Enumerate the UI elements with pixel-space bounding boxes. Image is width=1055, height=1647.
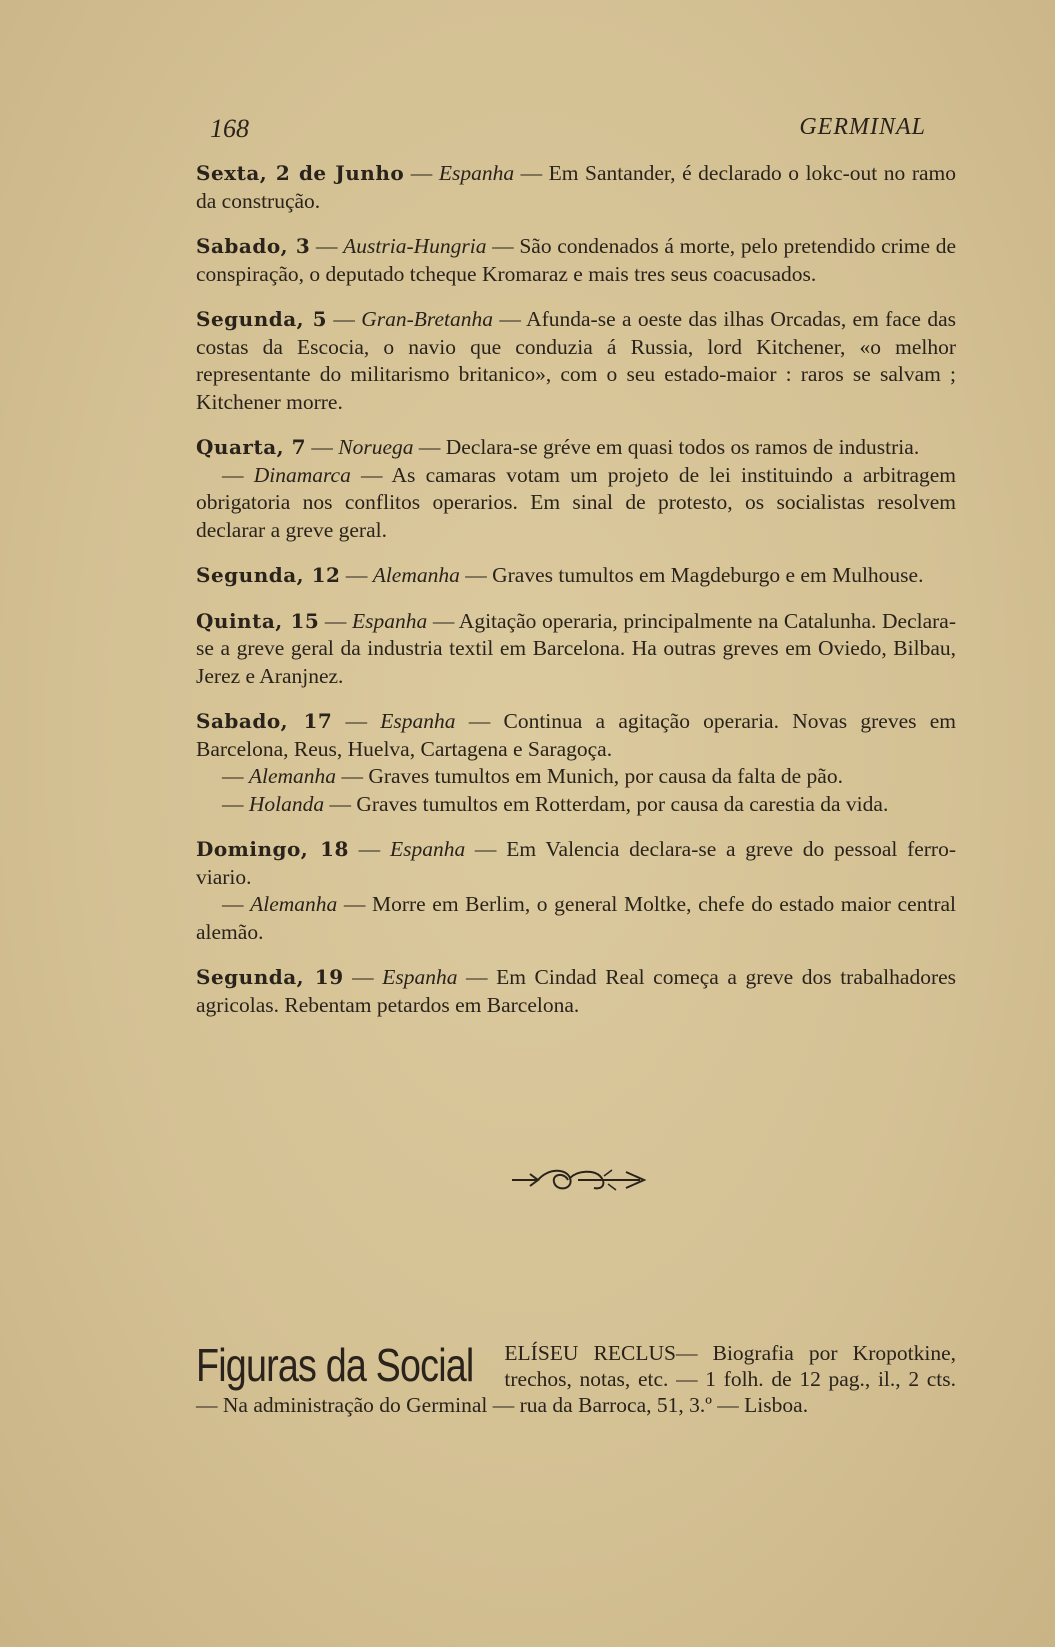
chronicle-entry	[196, 562, 956, 590]
entry-paragraph: Quarta, 7 — Noruega — Declara-se gréve em quasi todos os ramos de industria.	[196, 435, 920, 459]
entry-country: Noruega	[338, 435, 414, 459]
entry-text: Graves tumultos em Magdeburgo e em Mulhouse.	[492, 563, 924, 587]
entry-date: Domingo, 18	[196, 837, 349, 861]
entry-text: Em Santander, é declarado o lokc-out no ramo da construção.	[196, 161, 956, 213]
entry-paragraph: — Dinamarca — As camaras votam um projeto de lei instituindo a arbitragem obrigatoria nos conflitos operarios. Em sinal de protesto, os socialistas resolvem declarar a greve geral.	[196, 462, 956, 542]
entry-country: Dinamarca	[253, 462, 351, 487]
entry-text: Em Cindad Real começa a greve dos trabalhadores agricolas. Rebentam petardos em Barcelona.	[196, 965, 957, 1017]
entry-paragraph: — Holanda — Graves tumultos em Rotterdam, por causa da carestia da vida.	[222, 791, 889, 816]
publication-advertisement	[196, 1340, 956, 1418]
entry-paragraph: Domingo, 18 — Espanha — Em Valencia declara-se a greve do pessoal ferro-viario.	[196, 837, 957, 889]
entry-country: Alemanha	[372, 563, 460, 587]
entry-date: Segunda, 12	[196, 563, 341, 587]
entry-text: Continua a agitação operaria. Novas greves em Barcelona, Reus, Huelva, Cartagena e Saragoça.	[196, 709, 956, 761]
entry-country: Gran-Bretanha	[361, 307, 494, 331]
chronicle-entry	[196, 836, 956, 946]
entry-text: Graves tumultos em Rotterdam, por causa da carestia da vida.	[356, 791, 889, 816]
entry-date: Sexta, 2 de Junho	[196, 161, 405, 185]
entry-country: Austria-Hungria	[343, 234, 487, 258]
entry-text: Em Valencia declara-se a greve do pessoal ferro-viario.	[196, 837, 957, 889]
entry-date: Segunda, 5	[196, 307, 328, 331]
ad-text: ELÍSEU RECLUS— Biografia por Kropotkine, trechos, notas, etc. — 1 folh. de 12 pag., il., 2 cts. — Na administração do Germinal — rua da Barroca, 51, 3.º — Lisboa.	[196, 1341, 956, 1417]
entry-text: As camaras votam um projeto de lei instituindo a arbitragem obrigatoria nos conflitos operarios. Em sinal de protesto, os socialistas resolvem declarar a greve geral.	[196, 462, 956, 542]
entry-text: Agitação operaria, principalmente na Catalunha. Declara-se a greve geral da industria textil em Barcelona. Ha outras greves em Oviedo, Bilbau, Jerez e Aranjnez.	[196, 608, 956, 688]
entry-country: Espanha	[352, 608, 428, 633]
entry-paragraph: Sexta, 2 de Junho — Espanha — Em Santander, é declarado o lokc-out no ramo da construção.	[196, 161, 956, 213]
chronicle-entry	[196, 306, 956, 416]
entry-country: Alemanha	[248, 764, 337, 788]
entry-country: Espanha	[380, 709, 456, 733]
entry-date: Sabado, 17	[196, 709, 333, 733]
chronicle-entry	[196, 608, 956, 691]
page-number: 168	[210, 114, 249, 143]
chronicle-entry	[196, 964, 956, 1019]
entry-country: Espanha	[382, 965, 458, 989]
chronicle-entry	[196, 233, 956, 288]
entry-paragraph: Sabado, 3 — Austria-Hungria — São condenados á morte, pelo pretendido crime de conspiração, o deputado tcheque Kromaraz e mais tres seus coacusados.	[196, 234, 957, 286]
entry-date: Quinta, 15	[196, 608, 320, 633]
entry-country: Espanha	[438, 161, 515, 185]
entry-date: Quarta, 7	[196, 435, 306, 459]
entry-text: Afunda-se a oeste das ilhas Orcadas, em face das costas da Escocia, o navio que conduzia á Russia, lord Kitchener, «o melhor representante do militarismo britanico», com o seu estado-maior : raros se salvam ; Kitchener morre.	[196, 307, 956, 414]
flourish-ornament-icon	[508, 1162, 648, 1196]
entry-country: Espanha	[389, 837, 466, 861]
entry-paragraph: Segunda, 5 — Gran-Bretanha — Afunda-se a oeste das ilhas Orcadas, em face das costas da Escocia, o navio que conduzia á Russia, lord Kitchener, «o melhor representante do militarismo britanico», com o seu estado-maior : raros se salvam ; Kitchener morre.	[196, 307, 956, 414]
chronicle-entries	[196, 160, 956, 1037]
chronicle-entry	[196, 160, 956, 215]
entry-country: Alemanha	[250, 892, 338, 916]
entry-text: Morre em Berlim, o general Moltke, chefe do estado maior central alemão.	[196, 892, 957, 944]
entry-text: Graves tumultos em Munich, por causa da falta de pão.	[368, 764, 843, 788]
entry-date: Segunda, 19	[196, 965, 344, 989]
entry-text: Declara-se gréve em quasi todos os ramos de industria.	[445, 435, 920, 459]
entry-country: Holanda	[248, 791, 325, 816]
entry-paragraph: Sabado, 17 — Espanha — Continua a agitação operaria. Novas greves em Barcelona, Reus, Huelva, Cartagena e Saragoça.	[196, 709, 956, 761]
entry-paragraph: Segunda, 12 — Alemanha — Graves tumultos em Magdeburgo e em Mulhouse.	[196, 563, 924, 587]
entry-paragraph: — Alemanha — Graves tumultos em Munich, por causa da falta de pão.	[222, 764, 843, 788]
ad-title: Figuras da Social	[196, 1339, 474, 1391]
entry-date: Sabado, 3	[196, 234, 311, 258]
entry-paragraph: Segunda, 19 — Espanha — Em Cindad Real começa a greve dos trabalhadores agricolas. Rebentam petardos em Barcelona.	[196, 965, 957, 1017]
entry-paragraph: — Alemanha — Morre em Berlim, o general Moltke, chefe do estado maior central alemão.	[196, 892, 957, 944]
entry-paragraph: Quinta, 15 — Espanha — Agitação operaria, principalmente na Catalunha. Declara-se a greve geral da industria textil em Barcelona. Ha outras greves em Oviedo, Bilbau, Jerez e Aranjnez.	[196, 608, 956, 688]
entry-text: São condenados á morte, pelo pretendido crime de conspiração, o deputado tcheque Kromaraz e mais tres seus coacusados.	[196, 234, 957, 286]
chronicle-entry	[196, 708, 956, 818]
running-title: GERMINAL	[799, 114, 926, 140]
page-header	[210, 114, 926, 154]
chronicle-entry	[196, 434, 956, 544]
